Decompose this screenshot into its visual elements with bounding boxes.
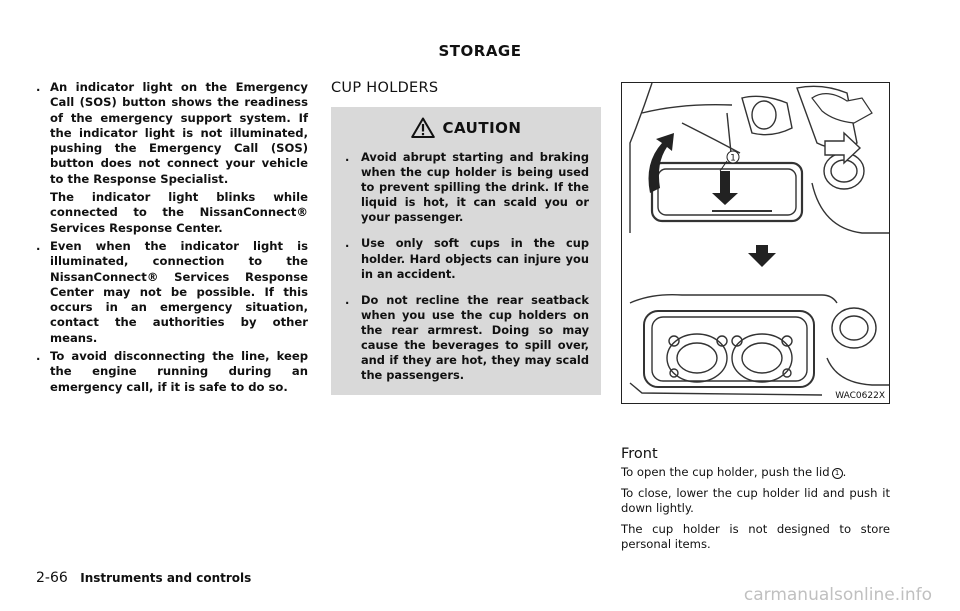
open-instructions xyxy=(621,465,890,481)
caution-item-2 xyxy=(343,236,589,281)
sos-note-3 xyxy=(36,349,308,395)
sos-note-1-para-1: An indicator light on the Emergency Call (SOS) button shows the readiness of the emergency support system. If the indicator light is not illuminated, pushing the Emergency Call (SOS) button does not connect your vehicle to the Response Specialist. xyxy=(50,80,308,186)
bullet: . xyxy=(36,238,41,253)
sos-note-2 xyxy=(36,239,308,346)
front-subtitle: Front xyxy=(621,446,658,462)
caution-item-text: Avoid abrupt starting and braking when the cup holder is being used to prevent spilling the drink. If the liquid is hot, it can scald you or your passenger. xyxy=(361,150,589,225)
open-instructions-end: . xyxy=(842,465,847,479)
sos-notes-column xyxy=(36,80,308,398)
cup-holder-illustration xyxy=(621,82,890,404)
callout-number: 1 xyxy=(730,153,736,164)
sos-note-1-para-2: The indicator light blinks while connected to the NissanConnect® Services Response Center. xyxy=(50,190,308,235)
figure-label: WAC0622X xyxy=(835,391,885,401)
bullet: . xyxy=(36,349,41,364)
sos-note-2-para-1: Even when the indicator light is illuminated, connection to the NissanConnect® Services Response Center may not be possible. If this occurs in an emergency situation, contact the authorities by other means. xyxy=(50,238,308,345)
caution-title: CAUTION xyxy=(442,118,522,137)
bullet: . xyxy=(36,80,41,94)
bullet: . xyxy=(345,236,350,251)
page-number: 2-66 xyxy=(36,570,68,586)
bullet: . xyxy=(345,292,350,307)
caution-item-text: Do not recline the rear seatback when you use the cup holders on the rear armrest. Doing so may cause the beverages to spill over, and if they are hot, they may scald the passengers. xyxy=(361,292,589,383)
close-instructions: To close, lower the cup holder lid and push it down lightly. xyxy=(621,485,890,515)
storage-note: The cup holder is not designed to store personal items. xyxy=(621,521,890,551)
caution-item-text: Use only soft cups in the cup holder. Hard objects can injure you in an accident. xyxy=(361,236,589,281)
callout-ref: 1 xyxy=(832,468,843,479)
sos-note-1 xyxy=(36,80,308,236)
section-title: CUP HOLDERS xyxy=(331,80,439,96)
cup-holders-column xyxy=(331,80,601,395)
caution-box xyxy=(331,107,601,395)
bullet: . xyxy=(345,150,350,164)
console-drawing xyxy=(622,83,889,403)
watermark: carmanualsonline.info xyxy=(743,585,932,605)
caution-item-1 xyxy=(343,150,589,225)
warning-icon xyxy=(411,117,435,138)
caution-item-3 xyxy=(343,293,589,384)
open-instructions-text: To open the cup holder, push the lid xyxy=(621,465,830,479)
footer-section-name: Instruments and controls xyxy=(80,571,252,585)
page-header-title: STORAGE xyxy=(438,42,522,60)
sos-note-3-para-1: To avoid disconnecting the line, keep the engine running during an emergency call, if it is safe to do so. xyxy=(50,349,308,394)
front-cup-holder-column xyxy=(621,82,890,558)
page-footer xyxy=(36,570,251,586)
caution-header xyxy=(343,117,589,138)
